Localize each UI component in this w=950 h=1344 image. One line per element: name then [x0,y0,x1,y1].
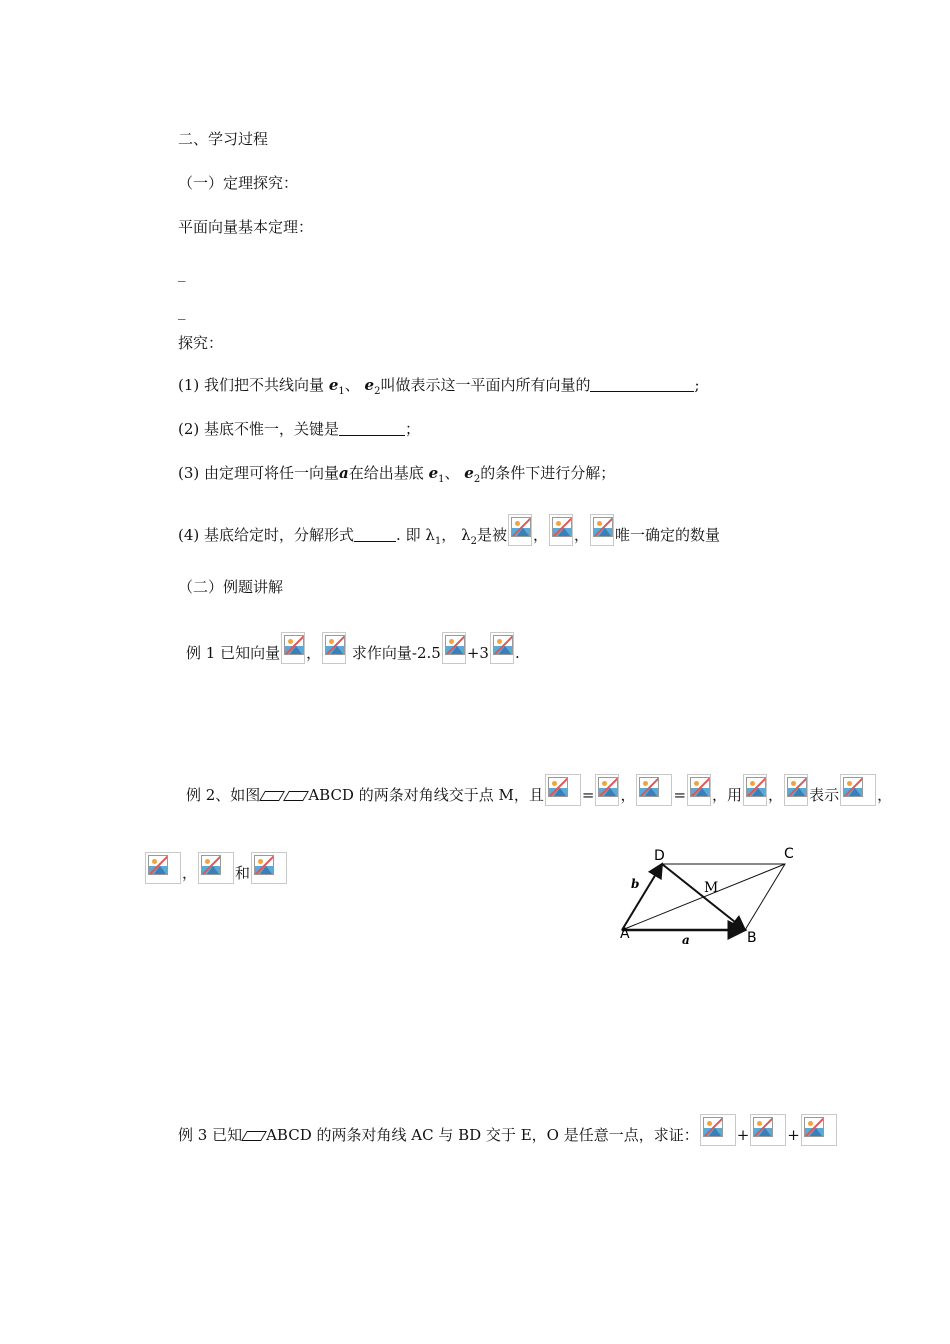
vector-e: e [464,464,474,482]
ex1-label: 例 1 [186,644,216,662]
plus: + [787,1126,800,1144]
label-vec-b: b [631,877,640,891]
comma: ， [306,644,322,662]
example-2-cont [144,852,288,884]
plus: + [736,1126,750,1144]
label-vec-a: a [682,933,690,947]
broken-image-icon [545,774,581,806]
broken-image-icon [595,774,619,806]
ex3-label: 例 3 已知 [178,1126,243,1144]
section-heading: 二、学习过程 [178,130,269,148]
plus-3: +3 [466,644,489,662]
separator: 、 [444,464,460,482]
q2-num: (2) [178,420,200,438]
blank-line-2: _ [178,302,186,320]
q4-num: (4) [178,526,200,544]
broken-image-icon [840,774,876,806]
broken-image-icon [322,632,346,664]
label-c: C [784,846,794,862]
sub-1: 1 [434,536,442,547]
parallelogram-icon [259,791,285,801]
comma: ， [573,526,589,544]
blank-line-1: _ [178,264,186,282]
example-1 [186,632,520,664]
sub-1: 1 [338,386,345,397]
period: . [514,644,520,662]
q2-end: ； [405,420,421,438]
label-m: M [704,880,719,896]
subsection-heading-2: （二）例题讲解 [178,578,284,596]
q4-text-d: 唯一确定的数量 [615,526,721,544]
ex2-text-a: ABCD 的两条对角线交于点 M，且 [308,786,544,804]
diagonal-db [662,864,745,930]
vector-e: e [428,464,439,482]
lambda-1: λ [425,526,435,544]
broken-image-icon [801,1114,837,1146]
q4-text-a: 基底给定时，分解形式 [204,526,355,544]
sub-2: 2 [374,386,381,397]
question-2 [178,418,420,440]
question-1 [178,374,700,403]
equals: = [581,786,595,804]
ex3-text-a: ABCD 的两条对角线 AC 与 BD 交于 E，O 是任意一点，求证： [266,1126,699,1144]
broken-image-icon [198,852,234,884]
subsection-heading: （一）定理探究： [178,174,299,192]
answer-blank[interactable] [590,375,694,392]
q1-text-a: 我们把不共线向量 [204,376,325,394]
vector-ad [622,864,662,930]
ex2-text-c: 表示 [809,786,840,804]
q3-text-a: 由定理可将任一向量 [204,464,340,482]
broken-image-icon [508,514,532,546]
broken-image-icon [549,514,573,546]
q1-num: (1) [178,376,200,394]
broken-image-icon [636,774,672,806]
vector-e: e [364,376,375,394]
sub-1: 1 [438,474,445,485]
and: 和 [235,864,251,882]
theorem-title: 平面向量基本定理： [178,218,314,236]
q4-text-c: 是被 [476,526,507,544]
sub-2: 2 [473,474,481,485]
parallelogram-icon [241,1131,267,1141]
sub-2: 2 [470,536,477,547]
ex1-text-a: 已知向量 [220,644,281,662]
broken-image-icon [750,1114,786,1146]
q2-text-a: 基底不惟一，关键是 [204,420,340,438]
answer-blank[interactable] [354,525,396,542]
ex1-text-b: 求作向量-2.5 [351,644,441,662]
q1-end: ; [694,376,700,394]
comma: ， [620,786,636,804]
example-3 [178,1114,838,1146]
q3-num: (3) [178,464,200,482]
answer-blank[interactable] [339,419,405,436]
comma: ， [441,526,457,544]
q1-text-b: 叫做表示这一平面内所有向量的 [380,376,591,394]
vector-e: e [328,376,339,394]
comma: ， [182,864,198,882]
equals: = [673,786,687,804]
ex2-text-b: ，用 [712,786,743,804]
question-4 [178,514,720,553]
vector-a: a [339,464,349,482]
broken-image-icon [687,774,711,806]
ex2-label: 例 2、如图 [186,786,261,804]
parallelogram-figure [600,838,820,950]
label-b: B [747,930,757,946]
broken-image-icon [784,774,808,806]
comma: ， [877,786,893,804]
broken-image-icon [590,514,614,546]
q4-text-b: . 即 [396,526,421,544]
comma: ， [532,526,548,544]
separator: 、 [344,376,360,394]
q3-text-c: 的条件下进行分解； [480,464,616,482]
question-3 [178,462,615,491]
broken-image-icon [145,852,181,884]
comma: ， [768,786,784,804]
broken-image-icon [281,632,305,664]
label-a: A [620,926,630,942]
explore-label: 探究： [178,334,224,352]
label-d: D [654,848,665,864]
broken-image-icon [743,774,767,806]
lambda-2: λ [461,526,471,544]
broken-image-icon [251,852,287,884]
broken-image-icon [700,1114,736,1146]
broken-image-icon [442,632,466,664]
example-2 [186,774,892,806]
parallelogram-icon [283,791,309,801]
q3-text-b: 在给出基底 [348,464,424,482]
broken-image-icon [490,632,514,664]
